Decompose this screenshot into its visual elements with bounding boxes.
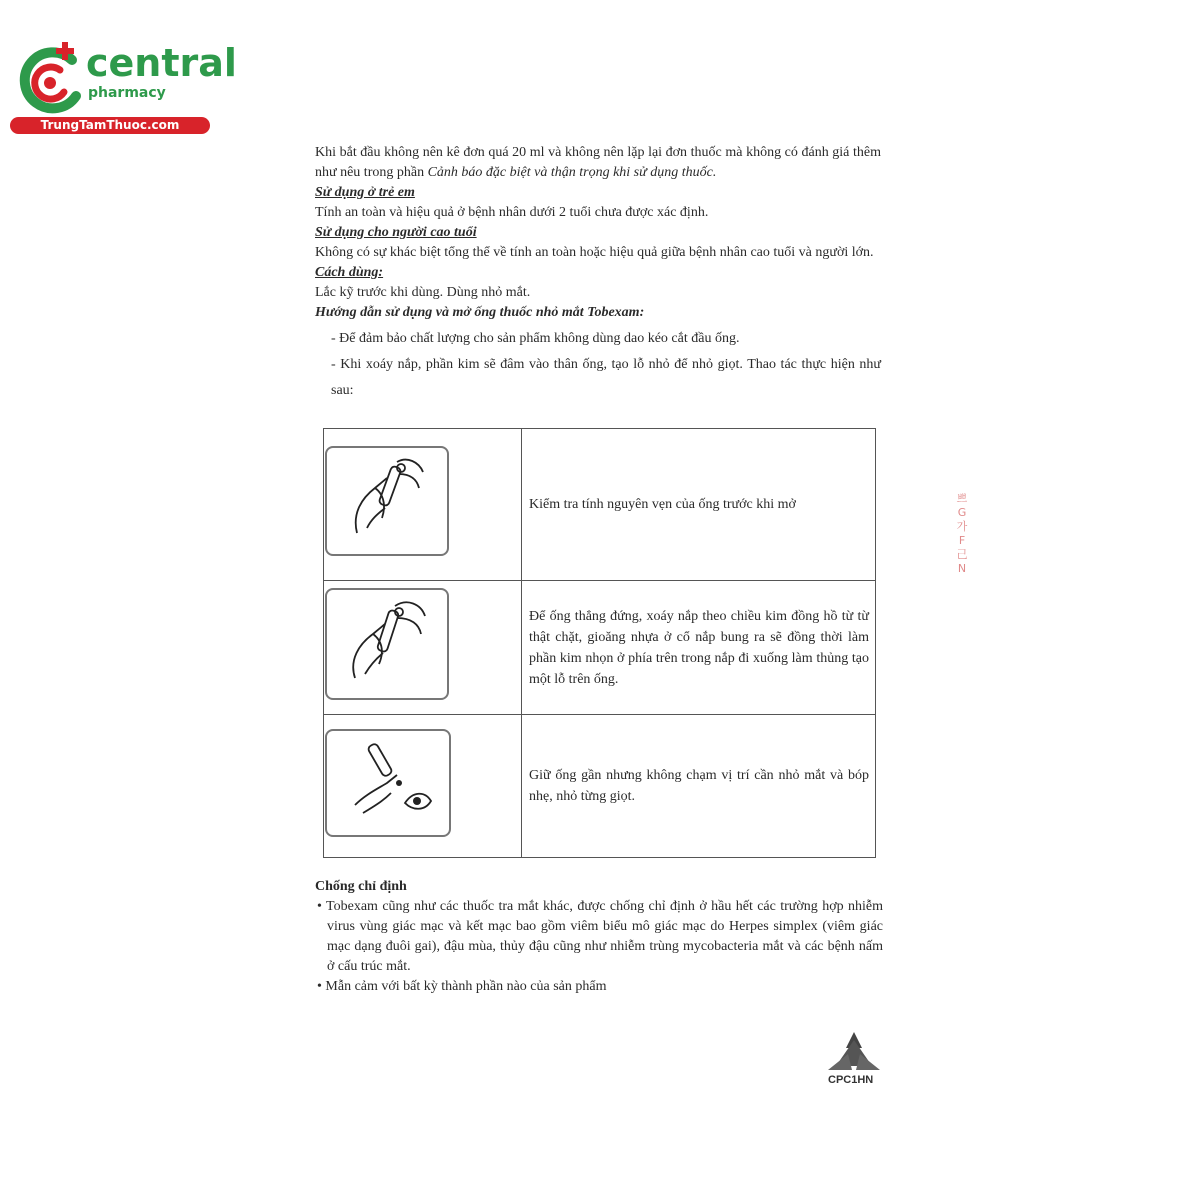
document-body [315,143,881,404]
logo-site-badge: TrungTamThuoc.com [10,117,210,134]
intro-text: Khi bắt đầu không nên kê đơn quá 20 ml và không nên lặp lại đơn thuốc mà không có đánh giá thêm như nêu trong phần [315,145,881,180]
step-1-text: Kiểm tra tính nguyên vẹn của ống trước khi mở [522,429,876,581]
check-vial-hands-icon [325,446,449,556]
contraindications-section [315,877,883,997]
step-3-image-cell [324,715,522,858]
contraindication-bullet-2: • Mẫn cảm với bất kỳ thành phần nào của sản phẩm [317,979,607,994]
instruction-table [323,428,876,858]
step-3-text: Giữ ống gần nhưng không chạm vị trí cần nhỏ mắt và bóp nhẹ, nhỏ từng giọt. [522,715,876,858]
table-row [324,429,876,581]
contraindications-title: Chống chỉ định [315,879,407,894]
logo-subtitle: pharmacy [88,85,166,101]
cpc1hn-brand-text: CPC1HN [828,1074,874,1086]
paragraph-elderly: Không có sự khác biệt tổng thể về tính an toàn hoặc hiệu quả giữa bệnh nhân cao tuổi và người lớn. [315,245,874,260]
heading-children: Sử dụng ở trẻ em [315,185,415,200]
guide-dash-1: - Để đảm bảo chất lượng cho sản phẩm không dùng dao kéo cắt đầu ống. [331,331,740,346]
table-row [324,715,876,858]
intro-paragraph [315,143,881,183]
contraindication-bullet-1: • Tobexam cũng như các thuốc tra mắt khác, được chống chỉ định ở hầu hết các trường hợp nhiễm virus vùng giác mạc và kết mạc bao gồm viêm biểu mô giác mạc do Herpes simplex (viêm giác mạc dạng đuôi gai), đậu mùa, thủy đậu cũng như nhiễm trùng mycobacteria mắt và các bệnh nấm ở cấu trúc mắt. [317,899,883,974]
logo-name: central [86,41,237,85]
step-2-image-cell [324,581,522,715]
approval-stamp-text: 쁘 G 가 F 己 N [956,492,968,575]
twist-cap-hands-icon [325,588,449,700]
heading-usage: Cách dùng: [315,265,384,280]
paragraph-usage: Lắc kỹ trước khi dùng. Dùng nhỏ mắt. [315,285,531,300]
step-1-image-cell [324,429,522,581]
step-2-text: Để ống thẳng đứng, xoáy nắp theo chiều kim đồng hồ từ từ thật chặt, gioăng nhựa ở cổ nắp bung ra sẽ đồng thời làm phần kim nhọn ở phía trên trong nắp đi xuống làm thủng tạo một lỗ trên ống. [522,581,876,715]
intro-italic-ref: Cảnh báo đặc biệt và thận trọng khi sử dụng thuốc. [427,165,717,180]
guide-dash-2: - Khi xoáy nắp, phần kim sẽ đâm vào thân ống, tạo lỗ nhỏ để nhỏ giọt. Thao tác thực hiện như sau: [331,357,881,398]
eye-drop-icon [325,729,451,837]
paragraph-children: Tính an toàn và hiệu quả ở bệnh nhân dưới 2 tuổi chưa được xác định. [315,205,709,220]
table-row [324,581,876,715]
heading-guide: Hướng dẫn sử dụng và mở ống thuốc nhỏ mắt Tobexam: [315,305,645,320]
heading-elderly: Sử dụng cho người cao tuổi [315,225,477,240]
